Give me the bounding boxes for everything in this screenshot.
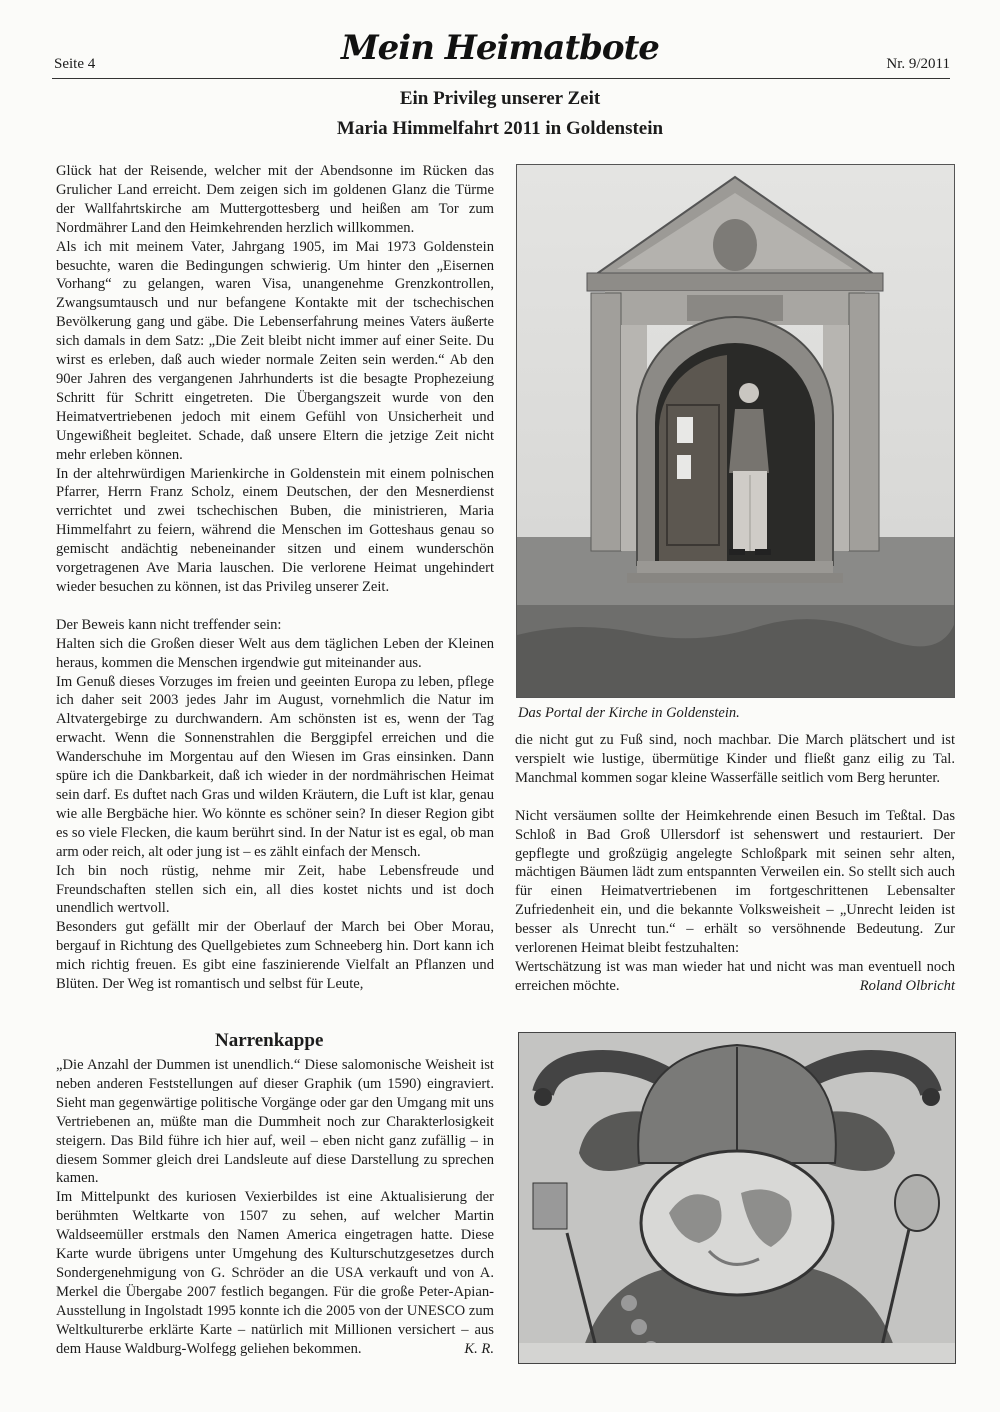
closing-quote: Wertschätzung ist was man wieder hat und nicht was man eventuell noch erreichen möchte. [515,958,955,994]
paragraph: „Die Anzahl der Dummen ist unendlich.“ Diese salomonische Weisheit ist neben anderen Feststellungen auf dieser Graphik (um 1590) eingraviert. Sieht man gegenwärtige politische Vorgänge oder gar den Umgang mit uns Vertriebenen an, müßte man die Dummheit noch zur Charakterlosigkeit steigern. Das Bild führe ich hier auf, weil – eben nicht ganz zufällig – in diesem Sommer gleich drei Landsleute auf diese Darstellung zu sprechen kamen. [56,1057,494,1187]
paragraph: Im Genuß dieses Vorzuges im freien und geeinten Europa zu leben, pflege ich daher seit 2003 jedes Jahr im August, vornehmlich die Natur im Altvatergebirge zu durchwandern. Am schönsten ist es, wenn der Tag erwacht. Wenn die Sonnenstrahlen die Berggipfel erreichen und die Wanderschuhe im Morgentau auf den Wiesen im Gras einsinken. Dann spüre ich die Dankbarkeit, daß ich wieder in der nordmährischen Heimat sein darf. Es duftet nach Gras und wilden Kräutern, die Luft ist klar, genau wie alle Bergbäche hier. Wo könnte es schöner sein? In dieser Region gibt es so viele Flecken, die kaum berührt sind. In der Natur ist es egal, ob man arm oder reich, alt oder jung ist – es zählt einfach der Mensch. [56,673,494,860]
paragraph: Glück hat der Reisende, welcher mit der Abendsonne im Rücken das Grulicher Land erreicht. Dem zeigen sich im goldenen Glanz die Türme der Wallfahrtskirche am Muttergottesberg und heißen am Tor zum Nordmährer Land den Heimkehrenden herzlich willkommen. [56,163,494,236]
page-number: Seite 4 [54,56,96,72]
article-subtitle: Maria Himmelfahrt 2011 in Goldenstein [336,118,664,139]
paragraph [56,1188,494,1358]
issue-number: Nr. 9/2011 [886,56,950,72]
church-portal-photo [516,164,955,698]
paragraph: Nicht versäumen sollte der Heimkehrende einen Besuch im Teßtal. Das Schloß in Bad Groß Ullersdorf ist sehenswert und restauriert. Der gepflegte und großzügig angelegte Schloßpark mit seinen sehr alten, mächtigen Bäumen lädt zum entspannten Verweilen ein. So stellt sich auch für einen Heimatvertriebenen im fortgeschrittenen Lebensalter Zufriedenheit ein, und die bekannte Volksweisheit – „Unrecht leiden ist besser als Unrecht tun.“ – erhält so versöhnende Bedeutung. Zur verlorenen Heimat bleibt festzuhalten: [515,807,955,957]
paragraph: Halten sich die Großen dieser Welt aus dem täglichen Leben der Kleinen heraus, kommen die Menschen irgendwie gut miteinander aus. [56,635,494,671]
header-rule [52,78,950,79]
fools-cap-map-engraving [518,1032,956,1364]
paragraph [515,958,955,996]
paragraph: die nicht gut zu Fuß sind, noch machbar. Die March plätschert und ist verspielt wie lustige, übermütige Kinder und fließt ganz eilig zu Tal. Manchmal kommen sogar kleine Wasserfälle seitlich vom Berg herunter. [515,732,955,786]
paragraph: Ich bin noch rüstig, nehme mir Zeit, habe Lebensfreude und Freundschaften stellen sich ein, all dies kostet nichts und ist doch unendlich wertvoll. [56,862,494,917]
paragraph: In der altehrwürdigen Marienkirche in Goldenstein mit einem polnischen Pfarrer, Herrn Franz Scholz, einem Deutschen, der den Mesnerdienst verrichtet und zwei tschechischen Buben, die ministrieren, Maria Himmelfahrt zu feiern, während die Menschen im Gotteshaus genau so gemischt andächtig nebeneinander sitzen und einem wunderschön vorgetragenen Ave Maria lauschen. Die verlorene Heimat ungehindert wieder besuchen zu können, ist das Privileg unserer Zeit. [56,465,494,595]
paragraph: Besonders gut gefällt mir der Oberlauf der March bei Ober Morau, bergauf in Richtung des Quellgebietes zum Schneeberg hin. Dort kann ich mich richtig freuen. Es gibt eine faszinierende Vielfalt an Pflanzen und Blüten. Der Weg ist romantisch und selbst für Leute, [56,919,494,993]
paragraph-text: Im Mittelpunkt des kuriosen Vexierbildes ist eine Aktualisierung der berühmten Weltkarte von 1507 zu sehen, auf welcher Martin Waldseemüller erstmals den Namen America eingetragen hatte. Diese Karte wurde übrigens unter Umgehung des Kulturschutzgesetzes durch Sondergenehmigung von G. Schröder an die USA verkauft und von A. Merkel die Übergabe 2007 festlich begangen. Für die große Peter-Apian-Ausstellung in Ingolstadt 1995 konnte ich die 2005 von der UNESCO zum Weltkulturerbe erklärte Karte – natürlich mit Millionen versichert – aus dem Hause Waldburg-Wolfegg geliehen bekommen. [56,1189,494,1357]
masthead-logo: Mein Heimatbote [341,28,659,68]
author-initials: K. R. [464,1340,494,1357]
author-signature: Roland Olbricht [859,977,955,994]
article-left-column [56,162,494,994]
paragraph: Der Beweis kann nicht treffender sein: [56,616,282,633]
paragraph: Als ich mit meinem Vater, Jahrgang 1905, im Mai 1973 Goldenstein besuchte, waren die Bedingungen schwierig. Um hinter den „Eisernen Vorhang“ zu gelangen, waren Visa, unangenehme Grenzkontrollen, Zwangsumtausch und nur befangene Kontakte mit der tschechischen Bevölkerung gang und gäbe. Die Lebenserfahrung meines Vaters äußerte sich damals in dem Satz: „Die Zeit bleibt nicht immer auf einer Seite. Du wirst es erleben, daß auch wieder normale Zeiten sein werden.“ Ab den 90er Jahren des vergangenen Jahrhunderts ist die besagte Prophezeiung Schritt für Schritt eingetreten. Die Übergangszeit wurde von den Heimatvertriebenen jedoch mit einem Gefühl von Unsicherheit und Ungewißheit begleitet. Schade, daß unsere Eltern die jetzige Zeit nicht mehr erleben können. [56,238,494,463]
photo-caption: Das Portal der Kirche in Goldenstein. [518,705,740,721]
narrenkappe-title: Narrenkappe [215,1030,324,1051]
article-right-column [515,731,955,996]
article-title: Ein Privileg unserer Zeit [399,88,601,109]
narrenkappe-text [56,1056,494,1359]
